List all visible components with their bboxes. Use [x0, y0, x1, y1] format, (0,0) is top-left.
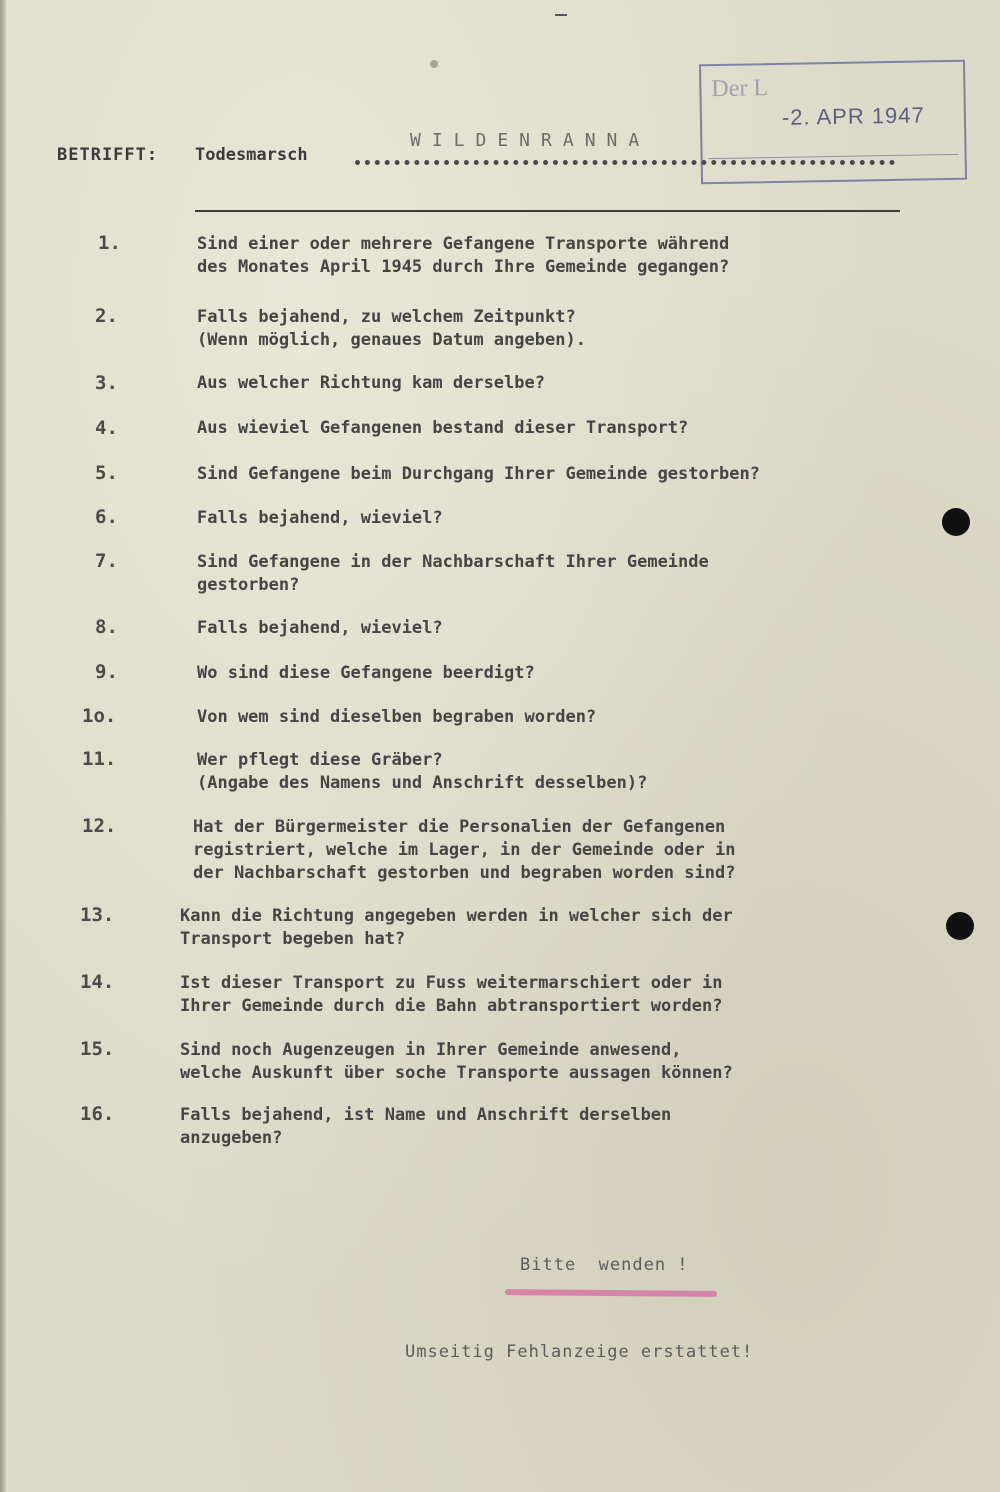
- question-line: Falls bejahend, wieviel?: [197, 508, 443, 528]
- question-line: Falls bejahend, zu welchem Zeitpunkt?: [197, 307, 576, 327]
- question-line: Sind Gefangene beim Durchgang Ihrer Gemeinde gestorben?: [197, 464, 760, 484]
- question-text: [180, 905, 733, 951]
- question-line: Ihrer Gemeinde durch die Bahn abtransportiert worden?: [180, 996, 723, 1016]
- question-text: [180, 972, 722, 1018]
- question-line: Hat der Bürgermeister die Personalien der Gefangenen: [193, 817, 726, 837]
- page-edge-shadow: [0, 0, 6, 1492]
- question-line: gestorben?: [197, 575, 300, 595]
- question-line: Kann die Richtung angegeben werden in welcher sich der: [180, 906, 733, 926]
- question-number: 13.: [80, 904, 115, 926]
- question-text: [197, 306, 586, 352]
- question-number: 1.: [98, 232, 121, 254]
- question-line: welche Auskunft über soche Transporte aussagen können?: [180, 1063, 733, 1083]
- dotted-fill-line: [355, 138, 895, 165]
- question-number: 12.: [82, 815, 117, 837]
- question-number: 7.: [95, 550, 118, 572]
- question-text: [197, 617, 443, 640]
- ink-smudge: [430, 60, 438, 68]
- question-line: Aus welcher Richtung kam derselbe?: [197, 373, 545, 393]
- question-text: [197, 662, 535, 685]
- question-text: [197, 551, 709, 597]
- question-number: 4.: [95, 417, 118, 439]
- question-text: [180, 1039, 733, 1085]
- question-line: Sind Gefangene in der Nachbarschaft Ihrer Gemeinde: [197, 552, 709, 572]
- question-line: Falls bejahend, wieviel?: [197, 618, 443, 638]
- question-line: Transport begeben hat?: [180, 929, 406, 949]
- question-line: der Nachbarschaft gestorben und begraben worden sind?: [193, 863, 736, 883]
- question-text: [193, 816, 735, 885]
- pink-underline: [505, 1289, 717, 1297]
- question-line: Aus wieviel Gefangenen bestand dieser Transport?: [197, 418, 689, 438]
- question-number: 1o.: [82, 705, 117, 727]
- question-number: 11.: [82, 748, 117, 770]
- received-date-stamp: [699, 60, 967, 185]
- header-rule: [195, 210, 900, 212]
- question-line: anzugeben?: [180, 1128, 283, 1148]
- question-text: [197, 372, 545, 395]
- punch-hole: [946, 912, 974, 940]
- question-line: Von wem sind dieselben begraben worden?: [197, 707, 597, 727]
- question-number: 16.: [80, 1103, 115, 1125]
- question-number: 5.: [95, 462, 118, 484]
- question-number: 2.: [95, 305, 118, 327]
- question-number: 8.: [95, 616, 118, 638]
- question-text: [197, 507, 443, 530]
- question-number: 15.: [80, 1038, 115, 1060]
- question-line: registriert, welche im Lager, in der Gemeinde oder in: [193, 840, 736, 860]
- stamp-date-text: -2. APR 1947: [781, 102, 925, 130]
- question-line: (Angabe des Namens und Anschrift desselben)?: [197, 773, 648, 793]
- question-line: Sind einer oder mehrere Gefangene Transporte während: [197, 234, 730, 254]
- subject-label: BETRIFFT:: [57, 145, 159, 165]
- question-text: [197, 749, 647, 795]
- question-number: 6.: [95, 506, 118, 528]
- punch-hole: [942, 508, 970, 536]
- question-text: [197, 233, 729, 279]
- stamp-office-text: Der L: [711, 75, 769, 103]
- question-line: Wo sind diese Gefangene beerdigt?: [197, 663, 535, 683]
- question-line: Ist dieser Transport zu Fuss weitermarschiert oder in: [180, 973, 723, 993]
- question-line: Sind noch Augenzeugen in Ihrer Gemeinde anwesend,: [180, 1040, 682, 1060]
- question-number: 3.: [95, 372, 118, 394]
- question-text: [180, 1104, 671, 1150]
- subject-value: Todesmarsch: [195, 145, 308, 165]
- footer-note: Umseitig Fehlanzeige erstattet!: [405, 1342, 754, 1362]
- question-number: 14.: [80, 971, 115, 993]
- question-text: [197, 417, 688, 440]
- question-number: 9.: [95, 661, 118, 683]
- town-name: WILDENRANNA: [410, 130, 651, 151]
- please-turn-over-text: Bitte wenden !: [520, 1255, 689, 1275]
- ink-mark: [555, 14, 567, 16]
- question-line: Falls bejahend, ist Name und Anschrift derselben: [180, 1105, 672, 1125]
- question-line: (Wenn möglich, genaues Datum angeben).: [197, 330, 586, 350]
- question-text: [197, 463, 760, 486]
- question-line: des Monates April 1945 durch Ihre Gemeinde gegangen?: [197, 257, 730, 277]
- question-text: [197, 706, 596, 729]
- question-line: Wer pflegt diese Gräber?: [197, 750, 443, 770]
